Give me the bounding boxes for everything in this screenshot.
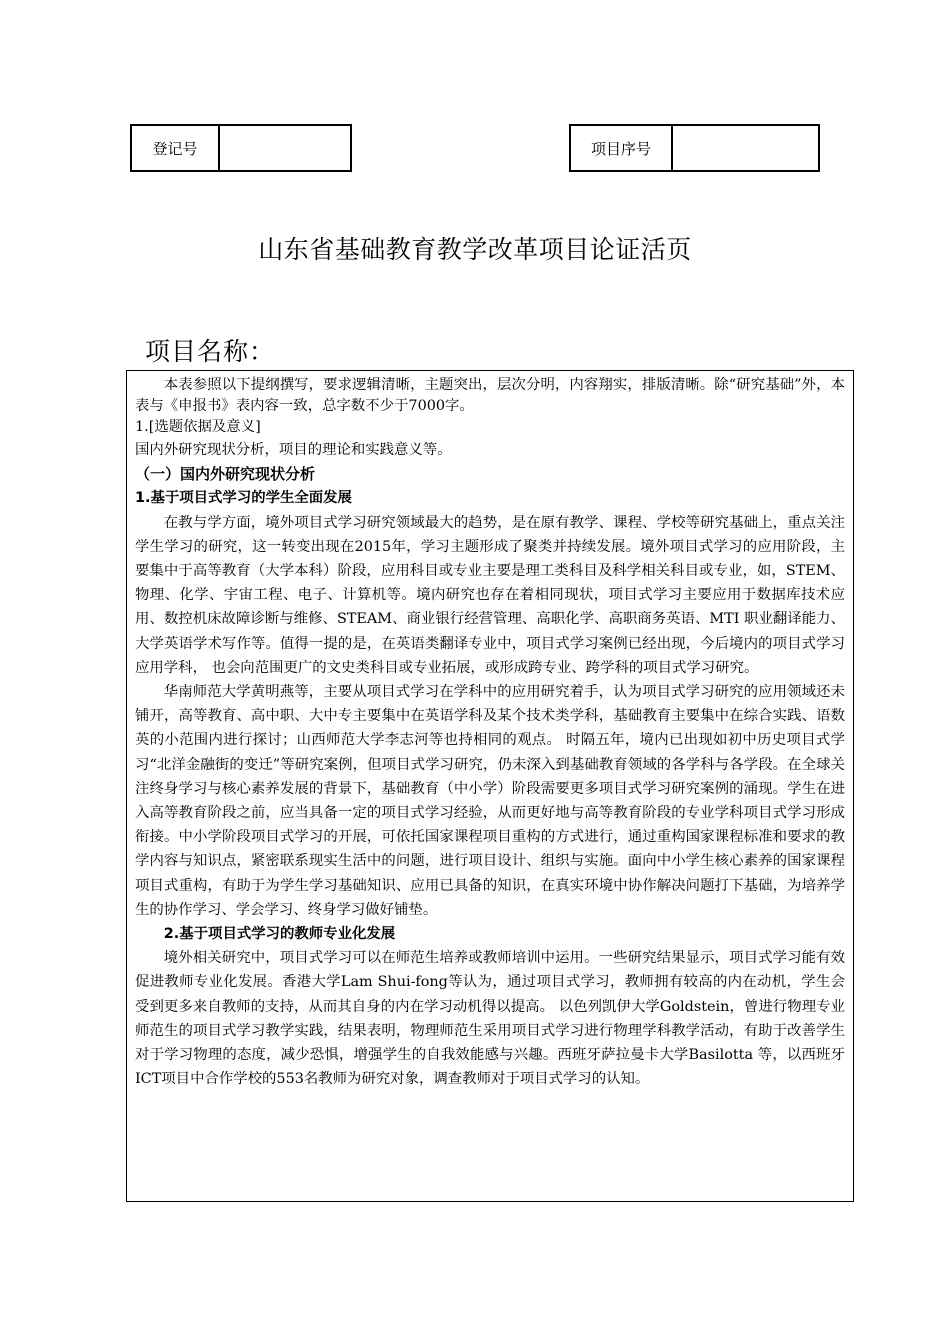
content-box	[126, 370, 854, 1202]
heading-research-status: （一）国内外研究现状分析	[135, 465, 316, 484]
registration-number-label: 登记号	[132, 126, 220, 170]
registration-number-field[interactable]	[220, 126, 350, 170]
instruction-text: 本表参照以下提纲撰写，要求逻辑清晰，主题突出，层次分明，内容翔实，排版清晰。除“研究基础”外，本表与《申报书》表内容一致，总字数不少于7000字。	[135, 377, 845, 414]
subheading-student-development: 1.基于项目式学习的学生全面发展	[135, 490, 352, 507]
project-serial-box	[569, 124, 820, 172]
document-title: 山东省基础教育教学改革项目论证活页	[258, 235, 692, 264]
paragraph: 境外相关研究中，项目式学习可以在师范生培养或教师培训中运用。一些研究结果显示，项目式学习能有效促进教师专业化发展。香港大学Lam Shui-fong等认为，通过项目式学习，教师拥有较高的内在动机，学生会受到更多来自教师的支持，从而其自身的内在学习动机得以提高。 以色列凯伊大学Goldstein，曾进行物理专业师范生的项目式学习教学实践，结果表明，物理师范生采用项目式学习进行物理学科教学活动，有助于改善学生对于学习物理的态度，减少恐惧，增强学生的自我效能感与兴趣。西班牙萨拉曼卡大学Basilotta 等，以西班牙ICT项目中合作学校的553名教师为研究对象，调查教师对于项目式学习的认知。	[135, 950, 845, 1088]
subheading-teacher-development: 2.基于项目式学习的教师专业化发展	[163, 926, 396, 943]
paragraph: 在教与学方面，境外项目式学习研究领域最大的趋势，是在原有教学、课程、学校等研究基础上，重点关注学生学习的研究，这一转变出现在2015年，学习主题形成了聚类并持续发展。境外项目式学习的应用阶段，主要集中于高等教育（大学本科）阶段，应用科目或专业主要是理工类科目及科学相关科目或专业，如，STEM、物理、化学、宇宙工程、电子、计算机等。境内研究也存在着相同现状，项目式学习主要应用于数据库技术应用、数控机床故障诊断与维修、STEAM、商业银行经营管理、高职化学、高职商务英语、MTI 职业翻译能力、大学英语学术写作等。值得一提的是，在英语类翻译专业中，项目式学习案例已经出现，今后境内的项目式学习应用学科， 也会向范围更广的文史类科目或专业拓展，或形成跨专业、跨学科的项目式学习研究。	[135, 514, 845, 676]
section-description: 国内外研究现状分析，项目的理论和实践意义等。	[135, 442, 452, 458]
registration-number-box	[130, 124, 352, 172]
section-heading: 1.[选题依据及意义]	[135, 419, 261, 435]
paragraph: 华南师范大学黄明燕等，主要从项目式学习在学科中的应用研究着手，认为项目式学习研究的应用领域还未铺开，高等教育、高中职、大中专主要集中在英语学科及某个技术类学科，基础教育主要集中在综合实践、语数英的小范围内进行探讨；山西师范大学李志河等也持相同的观点。 时隔五年，境内已出现如初中历史项目式学习“北洋金融街的变迁”等研究案例，但项目式学习研究，仍未深入到基础教育领域的各学科与各学段。在全球关注终身学习与核心素养发展的背景下，基础教育（中小学）阶段需要更多项目式学习研究案例的涌现。学生在进入高等教育阶段之前，应当具备一定的项目式学习经验，从而更好地与高等教育阶段的专业学科项目式学习形成衔接。中小学阶段项目式学习的开展，可依托国家课程项目重构的方式进行，通过重构国家课程标准和要求的教学内容与知识点，紧密联系现实生活中的问题，进行项目设计、组织与实施。面向中小学生核心素养的国家课程项目式重构，有助于为学生学习基础知识、应用已具备的知识，在真实环境中协作解决问题打下基础，为培养学生的协作学习、学会学习、终身学习做好铺垫。	[135, 684, 845, 918]
project-name-label: 项目名称：	[145, 337, 276, 366]
project-serial-field[interactable]	[673, 126, 818, 170]
project-serial-label: 项目序号	[571, 126, 673, 170]
